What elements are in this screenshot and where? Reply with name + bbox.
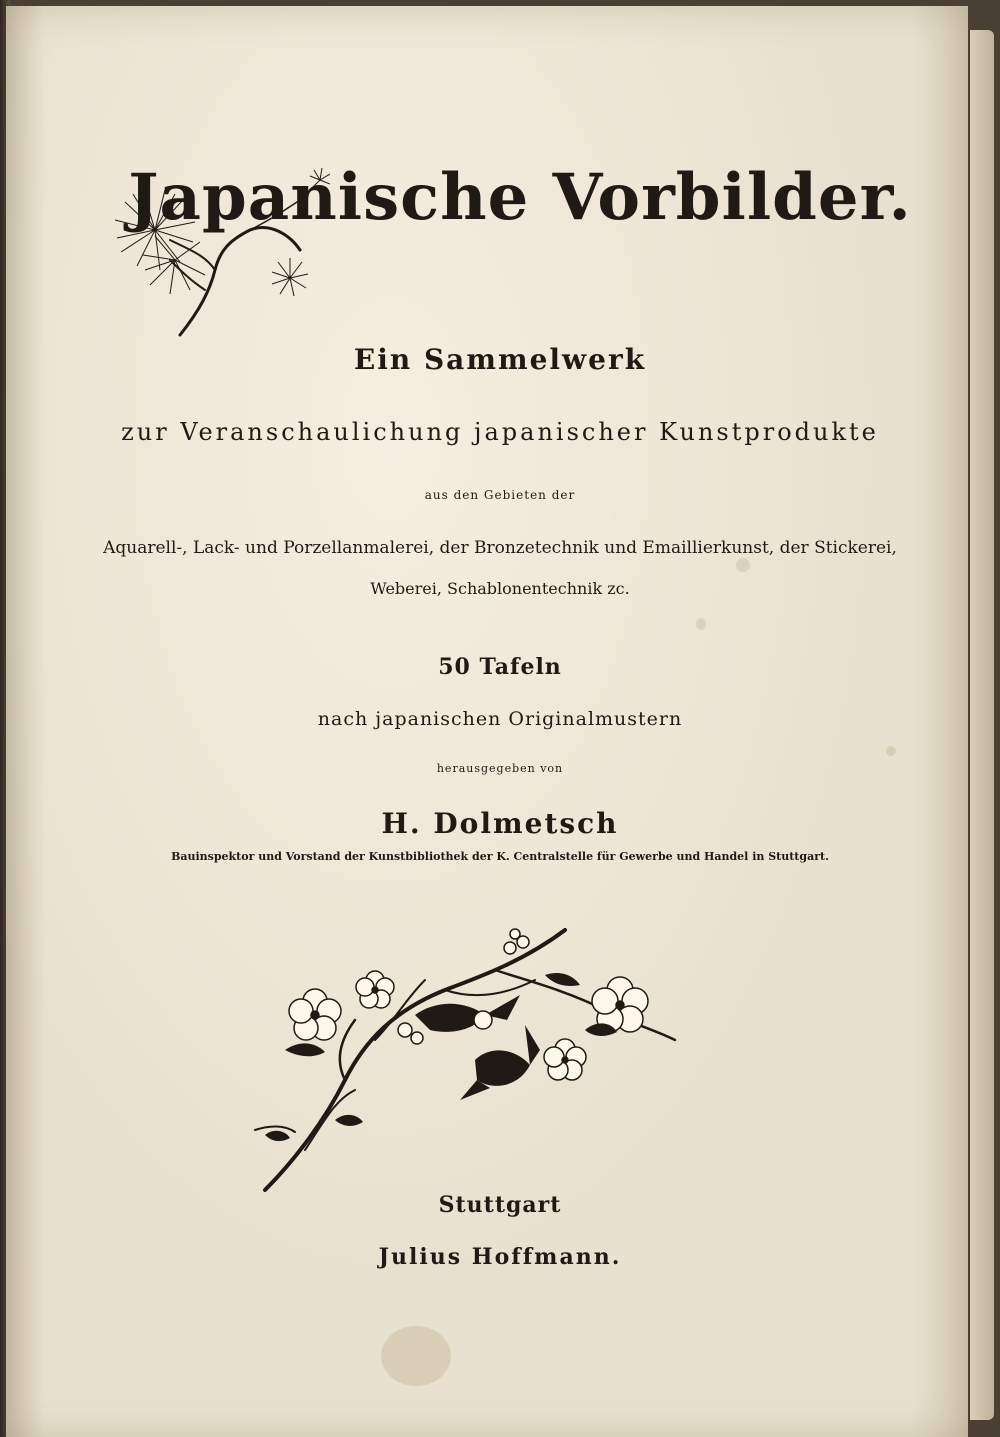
- paper-stain: [736, 558, 750, 572]
- author-name: H. Dolmetsch: [381, 807, 619, 840]
- publication-city: Stuttgart: [438, 1192, 562, 1218]
- subtitle-line-2: zur Veranschaulichung japanischer Kunstprodukte: [121, 418, 879, 446]
- subtitle: Ein Sammelwerk: [353, 343, 647, 376]
- paper-stain: [886, 746, 896, 756]
- page-title: Japanische Vorbilder.: [128, 160, 912, 235]
- paper-stain: [696, 618, 706, 630]
- areas-intro: aus den Gebieten der: [424, 488, 576, 502]
- paper-stain: [381, 1326, 451, 1386]
- edited-by-label: herausgegeben von: [436, 762, 564, 775]
- areas-line-2: Weberei, Schablonentechnik ᴢc.: [370, 579, 630, 598]
- publisher-name: Julius Hoffmann.: [378, 1244, 622, 1270]
- plates-count: 50 Tafeln: [438, 654, 562, 680]
- areas-line-1: Aquarell-, Lack- und Porzellanmalerei, der Bronzetechnik und Emaillierkunst, der Stickerei,: [103, 538, 897, 558]
- originals-note: nach japanischen Originalmustern: [317, 708, 683, 730]
- blossom-birds-icon: [245, 920, 685, 1200]
- author-position: Bauinspektor und Vorstand der Kunstbibliothek der K. Centralstelle für Gewerbe und Handel in Stuttgart.: [171, 850, 829, 863]
